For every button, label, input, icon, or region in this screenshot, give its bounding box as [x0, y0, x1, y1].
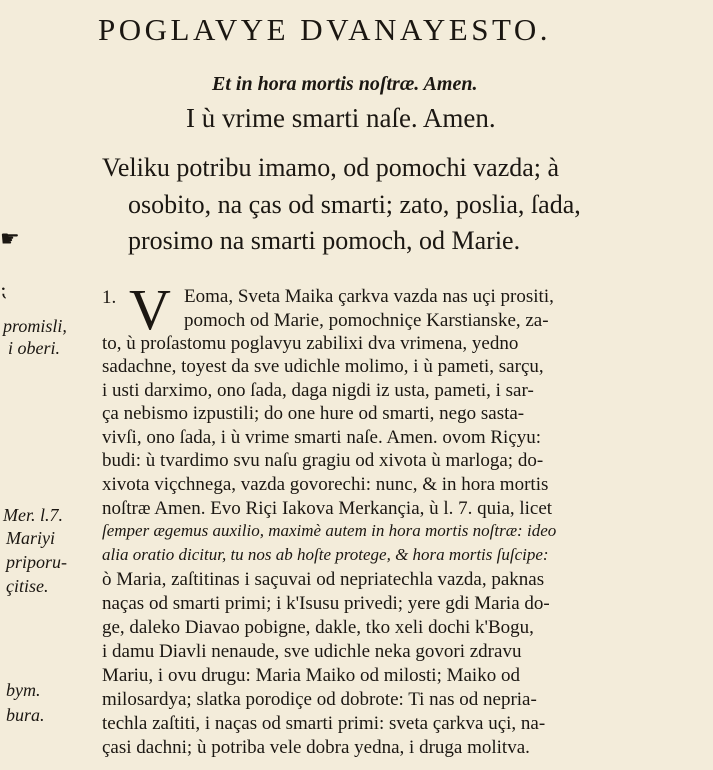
body-line: budi: ù tvardimo svu naſu gragiu od xivota ù marloga; do-	[102, 450, 544, 471]
body-line: i usti darximo, ono ſada, daga nigdi iz usta, pameti, i sar-	[102, 380, 534, 401]
body-line: naças od smarti primi; i k'Isusu privedi; yere gdi Maria do-	[102, 593, 550, 614]
body-line: çasi dachni; ù potriba vele dobra yedna, i druga molitva.	[102, 737, 530, 758]
intro-line: osobito, na ças od smarti; zato, poslia, ſada,	[128, 190, 581, 219]
body-line: milosardya; slatka porodiçe od dobrote: Ti nas od nepria-	[102, 689, 537, 710]
margin-note: çitise.	[6, 576, 49, 596]
body-line: i damu Diavli nenaude, sve udichle neka govori zdravu	[102, 641, 522, 662]
translated-subtitle: I ù vrime smarti naſe. Amen.	[186, 103, 496, 133]
margin-note: Mariyi	[6, 528, 55, 548]
body-line: ça nebismo izpustili; do one hure od smarti, nego sasta-	[102, 403, 525, 424]
margin-mark: ⁏	[0, 279, 7, 301]
margin-note: bym.	[6, 680, 41, 700]
body-line: Mariu, i ovu drugu: Maria Maiko od milosti; Maiko od	[102, 665, 520, 686]
body-line: alia oratio dicitur, tu nos ab hoſte protege, & hora mortis ſuſcipe:	[102, 545, 549, 564]
paragraph-number: 1.	[102, 287, 117, 308]
body-line: sadachne, toyest da sve udichle molimo, i ù pameti, sarçu,	[102, 356, 544, 377]
drop-cap: V	[129, 277, 171, 342]
margin-note: Mer. l.7.	[3, 505, 63, 525]
body-line: Eoma, Sveta Maika çarkva vazda nas uçi prositi,	[184, 286, 554, 307]
body-line: techla zaſtiti, i naças od smarti primi: sveta çarkva uçi, na-	[102, 713, 546, 734]
body-line: noſtræ Amen. Evo Riçi Iakova Merkançia, ù l. 7. quia, licet	[102, 498, 553, 519]
margin-note: i oberi.	[8, 338, 60, 358]
body-line: vivſi, ono ſada, i ù vrime smarti naſe. Amen. ovom Riçyu:	[102, 427, 542, 448]
chapter-heading: POGLAVYE DVANAYESTO.	[98, 12, 551, 47]
intro-line: Veliku potribu imamo, od pomochi vazda; à	[102, 153, 560, 182]
latin-subtitle: Et in hora mortis noſtræ. Amen.	[212, 73, 478, 95]
pointing-hand-icon: ☛	[0, 226, 20, 251]
intro-line: prosimo na smarti pomoch, od Marie.	[128, 226, 521, 255]
body-line: to, ù proſastomu poglavyu zabilixi dva vrimena, yedno	[102, 333, 519, 354]
margin-note: priporu-	[6, 552, 68, 572]
body-line: ge, daleko Diavao pobigne, dakle, tko xeli dochi k'Bogu,	[102, 617, 534, 638]
body-line: xivota viçchnega, vazda govorechi: nunc, & in hora mortis	[102, 474, 549, 495]
margin-note: bura.	[6, 705, 45, 725]
body-line: ò Maria, zaſtitinas i saçuvai od nepriatechla vazda, paknas	[102, 569, 545, 590]
body-line: pomoch od Marie, pomochniçe Karstianske, za-	[184, 310, 549, 331]
margin-note: promisli,	[3, 316, 67, 336]
body-line: ſemper ægemus auxilio, maximè autem in hora mortis noſtræ: ideo	[102, 521, 557, 540]
